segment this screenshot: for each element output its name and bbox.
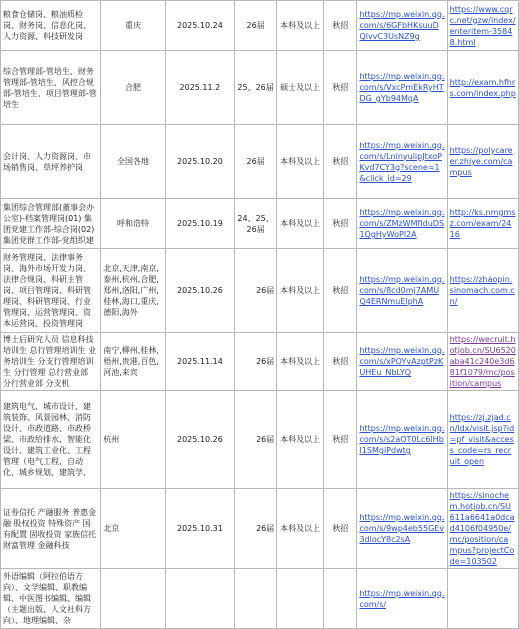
position-cell: 证券信托 产融服务 普惠金融 股权投资 特殊资产 国有配置 固收投资 家族信托 财富管理 金融科技 <box>1 489 101 569</box>
location-cell: 南宁,柳州,桂林,梧州,贵港,百色,河池,来宾 <box>101 333 166 391</box>
graduation-cell: 24、25、26届 <box>234 199 276 249</box>
apply-link-cell <box>447 333 518 391</box>
announcement-link-cell <box>357 249 447 333</box>
apply-link[interactable]: https://wecruit.hotjob.cn/SU6520aba41c240e3d681f1079/mc/position/campus <box>449 335 516 388</box>
education-cell: 本科及以上 <box>277 199 324 249</box>
announcement-link[interactable]: https://mp.weixin.qq.com/s/xPOYvAzptPzKUHEu_NbLYQ <box>359 346 445 377</box>
apply-link[interactable]: https://polycareer.zhiye.com/campus <box>449 146 513 177</box>
announcement-link-cell <box>357 391 447 489</box>
announcement-link[interactable]: https://mp.weixin.qq.com/s/s2aOT0Lc6lHbI1SMgiPdwtg <box>359 424 445 455</box>
date-cell: 2025.10.26 <box>165 391 234 489</box>
graduation-cell: 26届 <box>234 249 276 333</box>
date-cell: 2025.11.14 <box>165 333 234 391</box>
education-cell: 本科及以上 <box>277 249 324 333</box>
education-cell: 硕士及以上 <box>277 51 324 125</box>
recruit-type-cell: 秋招 <box>324 199 357 249</box>
apply-link-cell <box>447 489 518 569</box>
announcement-link-cell <box>357 125 447 199</box>
location-cell: 合肥 <box>101 51 166 125</box>
graduation-cell: 26届 <box>234 125 276 199</box>
education-cell: 本科及以上 <box>277 489 324 569</box>
location-cell <box>101 569 166 629</box>
position-cell: 会计岗、人力资源岗、市场销售岗、草坪养护岗 <box>1 125 101 199</box>
table-row <box>1 333 519 391</box>
graduation-cell: 26届 <box>234 333 276 391</box>
apply-link[interactable]: http://exam.hfhrs.com/index.php <box>449 77 516 98</box>
recruit-type-cell: 秋招 <box>324 391 357 489</box>
table-row <box>1 489 519 569</box>
position-cell: 财务管理岗、法律事务岗、海外市场开发力岗、法律合规岗、科研主管岗、项目管理岗、科研管理岗、科研管理岗、行业管理岗、运营管理岗、资本运营岗、投资管理岗 <box>1 249 101 333</box>
announcement-link-cell <box>357 333 447 391</box>
date-cell: 2025.10.24 <box>165 1 234 51</box>
announcement-link[interactable]: https://mp.weixin.qq.com/s/8cd0mj7AMUQ4ERNmuElphA <box>359 275 445 306</box>
location-cell: 全国各地 <box>101 125 166 199</box>
date-cell: 2025.11.2 <box>165 51 234 125</box>
apply-link[interactable]: https://zhaopin.sinomach.com.cn/ <box>449 275 515 306</box>
position-cell: 粮食仓储岗、粮油质检岗、财务岗、信息化岗、人力资源、科技研发岗 <box>1 1 101 51</box>
announcement-link-cell <box>357 569 447 629</box>
location-cell: 北京,天津,南京,泰州,杭州,合肥,郑州,洛阳,广州,桂林,海口,重庆,德阳,海外 <box>101 249 166 333</box>
position-cell: 综合管理部-管培生、财务管理部-管培生、风控合规部-管培生、项目管理部-管培生 <box>1 51 101 125</box>
announcement-link-cell <box>357 51 447 125</box>
table-row <box>1 249 519 333</box>
announcement-link-cell <box>357 489 447 569</box>
apply-link-cell <box>447 569 518 629</box>
recruit-type-cell: 秋招 <box>324 489 357 569</box>
announcement-link-cell <box>357 199 447 249</box>
graduation-cell <box>234 569 276 629</box>
announcement-link[interactable]: https://mp.weixin.qq.com/s/LninyulipJtxoPKvd7CY3g?scene=1&click_id=29 <box>359 140 445 183</box>
apply-link-cell <box>447 391 518 489</box>
location-cell: 杭州 <box>101 391 166 489</box>
table-row <box>1 125 519 199</box>
date-cell: 2025.10.20 <box>165 125 234 199</box>
date-cell: 2025.10.26 <box>165 249 234 333</box>
recruit-type-cell <box>324 569 357 629</box>
position-cell: 博士后研究人员 信息科技培训生 总行管理培训生 业务培训生 分支行管理培训生 分行管理 总行营业部 分行营业部 分支机 <box>1 333 101 391</box>
graduation-cell: 26届 <box>234 489 276 569</box>
table-row <box>1 391 519 489</box>
announcement-link-cell <box>357 1 447 51</box>
date-cell: 2025.10.19 <box>165 199 234 249</box>
recruit-type-cell: 秋招 <box>324 125 357 199</box>
apply-link-cell <box>447 249 518 333</box>
recruit-type-cell: 秋招 <box>324 51 357 125</box>
announcement-link[interactable]: https://mp.weixin.qq.com/s/VxcPmEkRyHTDG_gYb94MqA <box>359 72 445 103</box>
recruit-type-cell: 秋招 <box>324 249 357 333</box>
education-cell: 本科及以上 <box>277 1 324 51</box>
position-cell: 集团综合管理部(董事会办公室)-档案管理岗(01) 集团党建工作部-综合岗(02) 集团党群工作部-党组织建 <box>1 199 101 249</box>
apply-link[interactable]: https://zj.zjad.cn/ldx/visit.jsp?id=pf_visit&access_code=rs_recruit_open <box>449 413 515 466</box>
apply-link-cell <box>447 199 518 249</box>
announcement-link[interactable]: https://mp.weixin.qq.com/s/ZMzWMfIduDS1QgHyWoPl2A <box>359 208 445 239</box>
position-cell: 外语编辑（阿拉伯语方向）、文学编辑、职教编辑、中医图书编辑、编辑（主题出版、人文社科方向）、地理编辑、杂 <box>1 569 101 629</box>
apply-link-cell <box>447 1 518 51</box>
education-cell <box>277 569 324 629</box>
location-cell: 呼和浩特 <box>101 199 166 249</box>
recruit-type-cell: 秋招 <box>324 333 357 391</box>
apply-link[interactable]: http://ks.nmgmsz.com/exam/2416 <box>449 208 516 239</box>
apply-link[interactable]: https://www.cqrc.net/gzw/index/enteritem-35848.html <box>449 4 516 47</box>
date-cell: 2025.10.31 <box>165 489 234 569</box>
education-cell: 本科及以上 <box>277 125 324 199</box>
announcement-link[interactable]: https://mp.weixin.qq.com/s/ <box>359 588 445 609</box>
graduation-cell: 26届 <box>234 1 276 51</box>
apply-link-cell <box>447 125 518 199</box>
table-row <box>1 199 519 249</box>
table-row <box>1 569 519 629</box>
education-cell: 本科及以上 <box>277 333 324 391</box>
apply-link[interactable]: https://sinochem.hotjob.cn/SU611a6641a0dcad4106f04950e/mc/position/campus?projectCode=103502 <box>449 491 515 566</box>
education-cell: 本科及以上 <box>277 391 324 489</box>
table-row <box>1 51 519 125</box>
announcement-link[interactable]: https://mp.weixin.qq.com/s/9wp4eb55GEv3dlocY8c2sA <box>359 513 445 544</box>
graduation-cell: 26届 <box>234 391 276 489</box>
announcement-link[interactable]: https://mp.weixin.qq.com/s/6GFbHKsuuDQlvvC3UsNZ9g <box>359 10 445 41</box>
table-row <box>1 1 519 51</box>
graduation-cell: 25、26届 <box>234 51 276 125</box>
position-cell: 建筑电气、城市设计、建筑装饰、风景园林、消防设计、市政道路、市政桥梁、市政给排水、智能化设计、建筑工业化、工程管理（电气工程，自动化，城乡规划，建筑学， <box>1 391 101 489</box>
date-cell <box>165 569 234 629</box>
location-cell: 重庆 <box>101 1 166 51</box>
location-cell: 北京 <box>101 489 166 569</box>
recruit-type-cell: 秋招 <box>324 1 357 51</box>
apply-link-cell <box>447 51 518 125</box>
